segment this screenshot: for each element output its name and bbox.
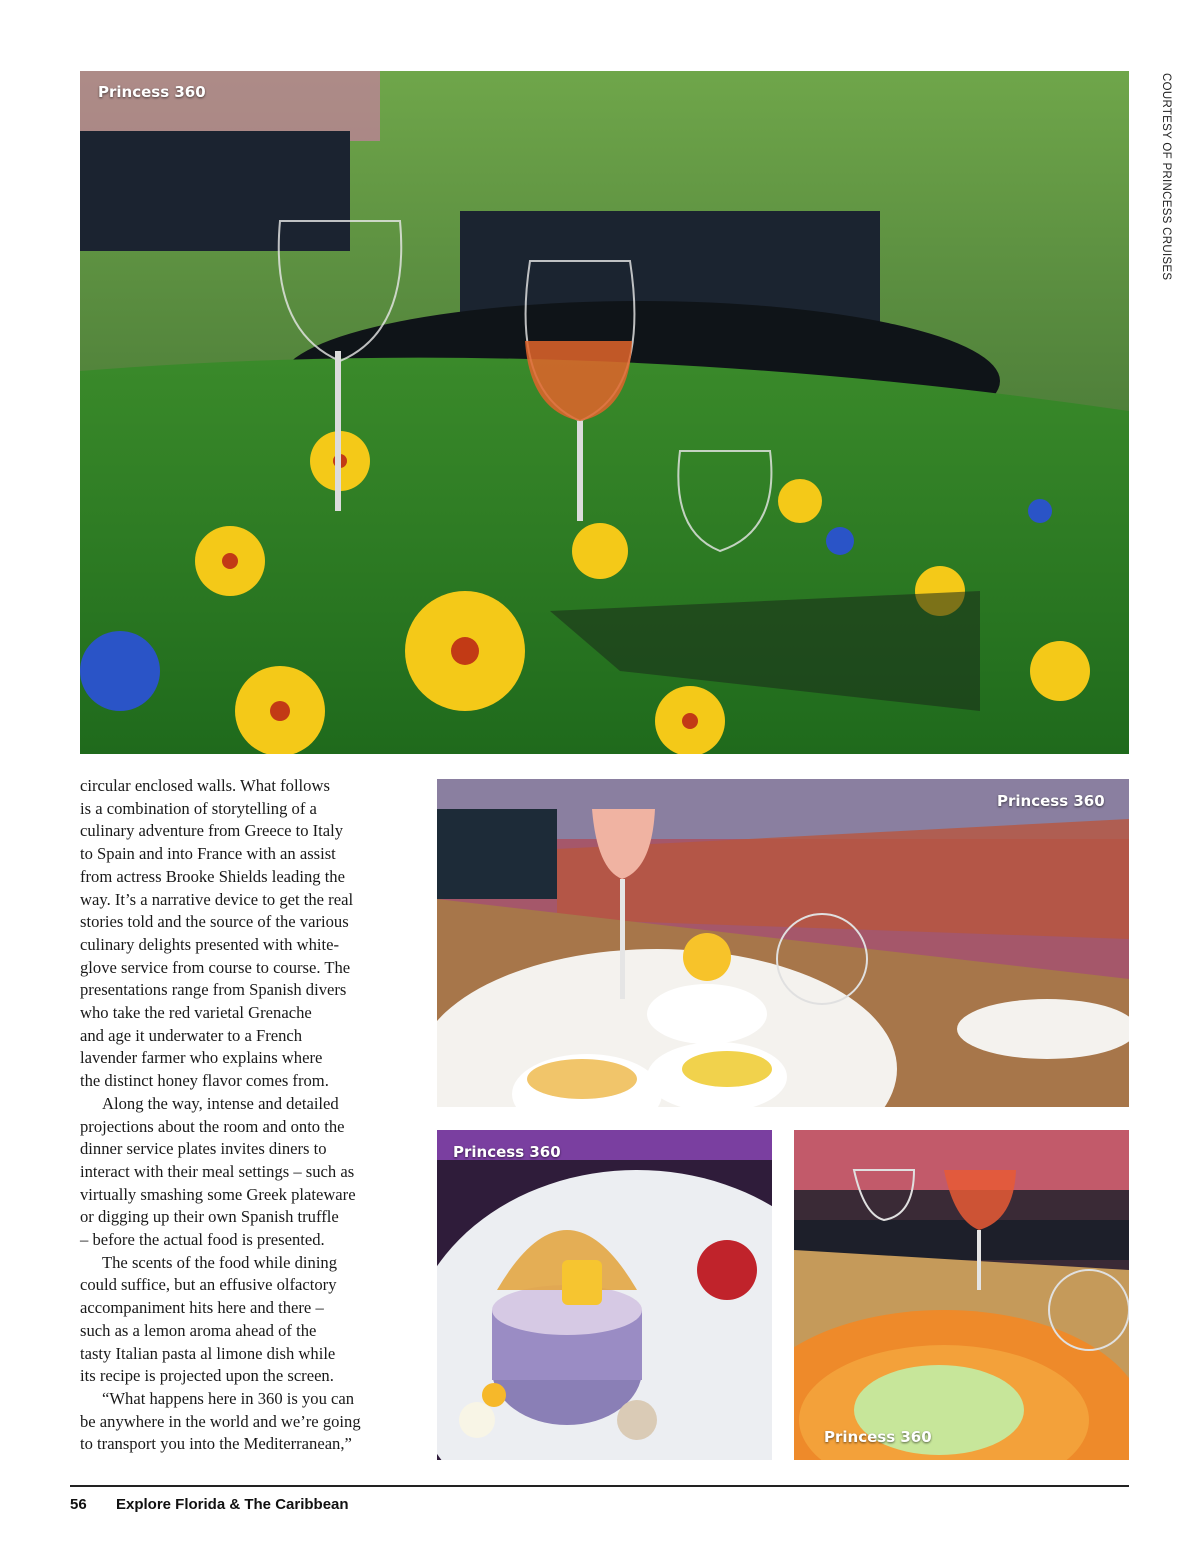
dessert-photo-caption: Princess 360 bbox=[453, 1143, 561, 1161]
body-line: to transport you into the Mediterranean,” bbox=[80, 1434, 352, 1454]
main-photo bbox=[80, 71, 1129, 754]
body-line: or digging up their own Spanish truffle bbox=[80, 1207, 339, 1227]
body-line: The scents of the food while dining bbox=[102, 1252, 338, 1272]
body-line: circular enclosed walls. What follows bbox=[80, 776, 330, 795]
body-line: its recipe is projected upon the screen. bbox=[80, 1366, 334, 1386]
page-number: 56 bbox=[70, 1496, 87, 1513]
bar-photo bbox=[437, 779, 1129, 1107]
body-line: stories told and the source of the various bbox=[80, 912, 349, 932]
body-line: glove service from course to course. The bbox=[80, 957, 351, 977]
photo-credit: COURTESY OF PRINCESS CRUISES bbox=[1160, 73, 1172, 281]
plate-photo-caption: Princess 360 bbox=[824, 1428, 932, 1446]
bar-photo-image bbox=[437, 779, 1129, 1107]
body-line: – before the actual food is presented. bbox=[80, 1230, 325, 1250]
body-line: is a combination of storytelling of a bbox=[80, 798, 317, 818]
body-line: accompaniment hits here and there – bbox=[80, 1298, 324, 1318]
body-line: and age it underwater to a French bbox=[80, 1025, 303, 1045]
body-line: tasty Italian pasta al limone dish while bbox=[80, 1343, 336, 1363]
footer-rule bbox=[70, 1485, 1129, 1487]
body-line: could suffice, but an effusive olfactory bbox=[80, 1275, 337, 1295]
body-line: culinary delights presented with white- bbox=[80, 934, 339, 954]
body-line: “What happens here in 360 is you can bbox=[102, 1388, 355, 1408]
dessert-photo bbox=[437, 1130, 772, 1460]
body-line: from actress Brooke Shields leading the bbox=[80, 866, 345, 886]
plate-photo-image bbox=[794, 1130, 1129, 1460]
main-photo-image bbox=[80, 71, 1129, 754]
body-line: virtually smashing some Greek plateware bbox=[80, 1184, 356, 1204]
body-line: interact with their meal settings – such as bbox=[80, 1161, 355, 1181]
article-body bbox=[80, 775, 425, 1456]
publication-title: Explore Florida & The Caribbean bbox=[116, 1496, 349, 1513]
main-photo-caption: Princess 360 bbox=[98, 83, 206, 101]
body-line: who take the red varietal Grenache bbox=[80, 1003, 312, 1023]
plate-photo bbox=[794, 1130, 1129, 1460]
body-line: presentations range from Spanish divers bbox=[80, 980, 347, 1000]
body-line: be anywhere in the world and we’re going bbox=[80, 1411, 361, 1431]
body-line: way. It’s a narrative device to get the real bbox=[80, 889, 354, 909]
dessert-photo-image bbox=[437, 1130, 772, 1460]
body-line: Along the way, intense and detailed bbox=[102, 1093, 339, 1113]
body-line: the distinct honey flavor comes from. bbox=[80, 1071, 329, 1091]
body-line: dinner service plates invites diners to bbox=[80, 1139, 327, 1159]
body-line: such as a lemon aroma ahead of the bbox=[80, 1320, 317, 1340]
bar-photo-caption: Princess 360 bbox=[997, 792, 1105, 810]
body-line: lavender farmer who explains where bbox=[80, 1048, 323, 1068]
body-line: culinary adventure from Greece to Italy bbox=[80, 821, 344, 841]
body-line: projections about the room and onto the bbox=[80, 1116, 345, 1136]
body-line: to Spain and into France with an assist bbox=[80, 844, 336, 864]
